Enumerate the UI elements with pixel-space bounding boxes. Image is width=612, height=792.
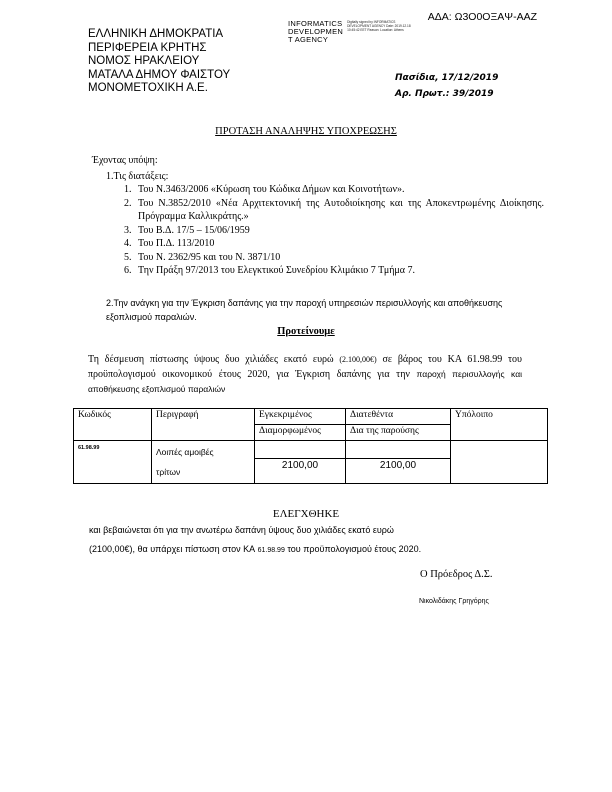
header-code: Κωδικός xyxy=(74,409,152,441)
law-item: 3. Του Β.Δ. 17/5 – 15/06/1959 xyxy=(134,224,544,238)
certification-text: και βεβαιώνεται ότι για την ανωτέρω δαπάνη ύψους δυο χιλιάδες εκατό ευρώ (2100,00€), θα υπάρχει πίστωση στον ΚΑ 61.98.99 του προϋπολογισμού έτους 2020. xyxy=(89,525,422,554)
issuer-header xyxy=(88,28,230,96)
law-item: 4. Του Π.Δ. 113/2010 xyxy=(134,237,544,251)
header-line: ΕΛΛΗΝΙΚΗ ΔΗΜΟΚΡΑΤΙΑ xyxy=(88,28,224,40)
document-title: ΠΡΟΤΑΣΗ ΑΝΑΛΗΨΗΣ ΥΠΟΧΡΕΩΣΗΣ xyxy=(215,126,397,137)
header-description: Περιγραφή xyxy=(152,409,255,441)
cell-approved: 2100,00 xyxy=(255,458,346,483)
signer-name: Νικολιδάκης Γρηγόρης xyxy=(419,598,489,605)
law-item: 6. Την Πράξη 97/2013 του Ελεγκτικού Συνεδρίου Κλιμάκιο 7 Τμήμα 7. xyxy=(134,264,544,278)
law-item: 2. Του Ν.3852/2010 «Νέα Αρχιτεκτονική της Αυτοδιοίκησης και της Αποκεντρωμένης Διοίκησης. Πρόγραμμα Καλλικράτης.» xyxy=(134,197,544,224)
header-line: ΜΑΤΑΛΑ ΔΗΜΟΥ ΦΑΙΣΤΟΥ xyxy=(88,68,231,81)
header-approved: Εγκεκριμένος xyxy=(255,409,346,425)
signature-details: Digitally signed by INFORMATICS DEVELOPMENT AGENCY Date: 2019.12.18 10:45:42 EET Reason: Location: Athens xyxy=(347,20,411,32)
commitment-paragraph: Τη δέσμευση πίστωσης ύψους δυο χιλιάδες εκατό ευρώ (2.100,00€) σε βάρος του ΚΑ 61.98.99 του προϋπολογισμού οικονομικού έτους 2020, για Έγκριση δαπάνης για την παροχή περισυλλογής και αποθήκευσης εξοπλισμού παραλιών xyxy=(88,354,523,394)
header-line: ΜΟΝΟΜΕΤΟΧΙΚΗ Α.Ε. xyxy=(88,82,208,94)
president-title: Ο Πρόεδρος Δ.Σ. xyxy=(420,569,493,580)
digital-signature-stamp xyxy=(288,20,411,44)
header-approved-sub: Διαμορφωμένος xyxy=(255,425,346,441)
law-item: 1. Του Ν.3463/2006 «Κύρωση του Κώδικα Δήμων και Κοινοτήτων». xyxy=(134,183,544,197)
header-balance: Υπόλοιπο xyxy=(451,409,548,441)
propose-heading: Προτείνουμε xyxy=(277,326,335,337)
table-row xyxy=(74,441,548,459)
budget-table xyxy=(73,408,548,484)
signature-org-name: INFORMATICS DEVELOPMEN T AGENCY xyxy=(288,19,344,44)
ada-code: ΑΔΑ: Ω3Ο0ΟΞΑΨ-ΑΑΖ xyxy=(427,11,537,23)
checked-heading: ΕΛΕΓΧΘΗΚΕ xyxy=(272,508,340,520)
header-committed: Διατεθέντα xyxy=(346,409,451,425)
table-header-row xyxy=(74,409,548,425)
considering-label: Έχοντας υπόψη: xyxy=(92,155,158,166)
cell-spacer xyxy=(346,441,451,459)
document-date: Πασίδια, 17/12/2019 xyxy=(395,73,499,83)
cell-committed: 2100,00 xyxy=(346,458,451,483)
header-committed-sub: Δια της παρούσης xyxy=(346,425,451,441)
laws-list xyxy=(112,183,544,278)
header-line: ΠΕΡΙΦΕΡΕΙΑ ΚΡΗΤΗΣ xyxy=(88,41,207,54)
cell-balance xyxy=(451,441,548,484)
cell-spacer xyxy=(255,441,346,459)
header-line: ΝΟΜΟΣ ΗΡΑΚΛΕΙΟΥ xyxy=(88,55,200,67)
date-protocol-block xyxy=(395,70,498,102)
section2-text: 2.Την ανάγκη για την Έγκριση δαπάνης για την παροχή υπηρεσιών περισυλλογής και αποθήκευσης εξοπλισμού παραλιών. xyxy=(106,298,503,322)
protocol-number: Αρ. Πρωτ.: 39/2019 xyxy=(395,89,494,99)
cell-description: Λοιπές αμοιβές τρίτων xyxy=(152,441,255,484)
law-item: 5. Του Ν. 2362/95 και του Ν. 3871/10 xyxy=(134,251,544,265)
commitment-amount: (2.100,00€) xyxy=(339,355,377,364)
cell-code: 61.98.99 xyxy=(74,441,152,484)
section1-label: 1.Τις διατάξεις: xyxy=(106,171,169,182)
